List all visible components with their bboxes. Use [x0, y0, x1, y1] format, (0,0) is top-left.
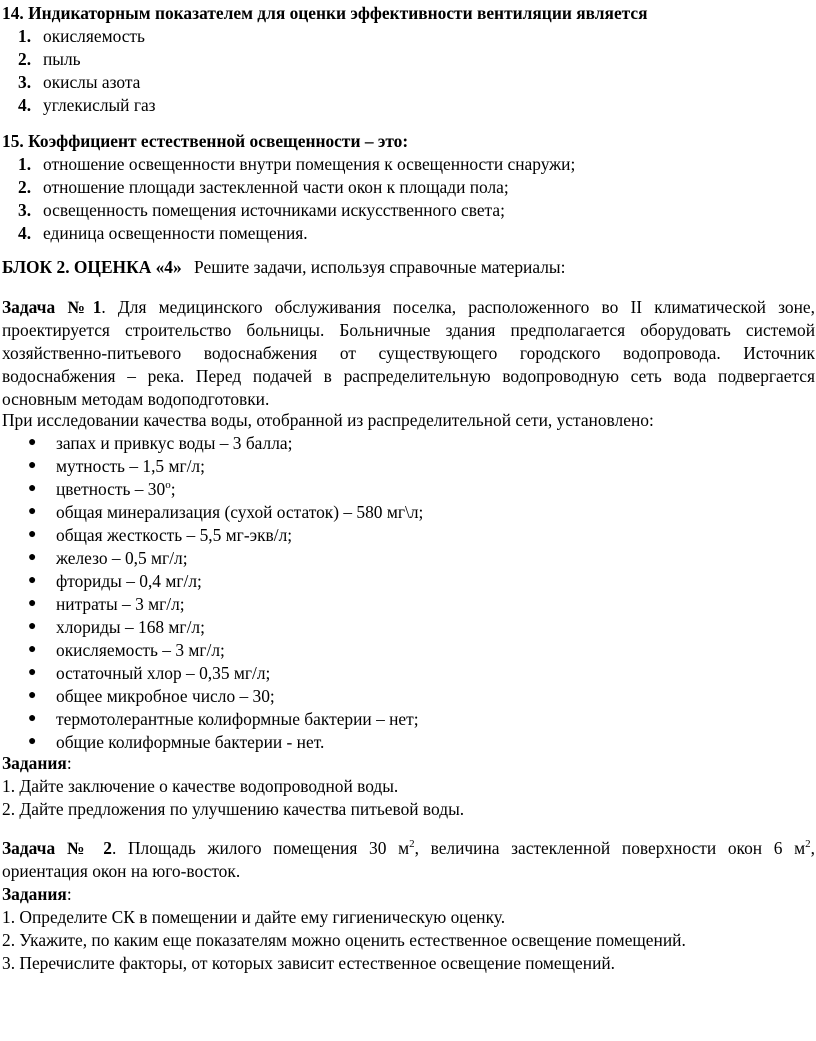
list-item: общая жесткость – 5,5 мг-экв/л;	[56, 525, 293, 545]
bullet-icon: ●	[28, 435, 37, 450]
bullet-icon: ●	[28, 711, 37, 726]
q15-number: 15.	[2, 131, 24, 151]
q14-option-text: углекислый газ	[43, 95, 156, 115]
task1-label: Задача №1	[2, 297, 102, 317]
q14-option-number: 3.	[18, 72, 32, 92]
bullet-icon: ●	[28, 688, 37, 703]
bullet-icon: ●	[28, 550, 37, 565]
task2-tasks-label: Задания	[2, 884, 67, 904]
bullet-icon: ●	[28, 665, 37, 680]
bullet-icon: ●	[28, 619, 37, 634]
q15-option-number: 3.	[18, 200, 32, 220]
list-item: общая минерализация (сухой остаток) – 580 мг\л;	[56, 502, 424, 522]
q15-option-text: единица освещенности помещения.	[43, 223, 308, 243]
bullet-icon: ●	[28, 458, 37, 473]
list-item: общее микробное число – 30;	[56, 686, 275, 706]
bullet-icon: ●	[28, 527, 37, 542]
task1-task-item: 2. Дайте предложения по улучшению качества питьевой воды.	[2, 799, 465, 819]
list-item: железо – 0,5 мг/л;	[56, 548, 188, 568]
block-instruction: Решите задачи, используя справочные материалы:	[194, 257, 566, 277]
task1-paragraph-line: проектируется строительство больницы. Больничные здания предполагается оборудовать системой	[2, 320, 815, 340]
list-item: запах и привкус воды – 3 балла;	[56, 433, 293, 453]
degree-superscript: о	[165, 479, 171, 492]
task1-text: . Для медицинского обслуживания поселка, расположенного во II климатической зоне,	[101, 297, 815, 317]
task2-line: ориентация окон на юго-восток.	[2, 861, 241, 881]
task1-paragraph-line: основным методам водоподготовки.	[2, 389, 270, 409]
bullet-icon: ●	[28, 481, 37, 496]
task1-tasks-heading: Задания:	[2, 753, 72, 773]
task2-task-item: 1. Определите СК в помещении и дайте ему гигиеническую оценку.	[2, 907, 506, 927]
list-item: термотолерантные колиформные бактерии – нет;	[56, 709, 419, 729]
task1-intro: При исследовании качества воды, отобранной из распределительной сети, установлено:	[2, 410, 654, 430]
superscript: 2	[409, 838, 415, 851]
q15-option-number: 2.	[18, 177, 32, 197]
list-item: мутность – 1,5 мг/л;	[56, 456, 205, 476]
task2-label: Задача № 2	[2, 838, 112, 858]
task2-text: . Площадь жилого помещения 30 м	[111, 838, 410, 858]
task2-task-item: 3. Перечислите факторы, от которых зависит естественное освещение помещений.	[2, 953, 616, 973]
list-item	[56, 478, 176, 500]
superscript: 2	[805, 838, 811, 851]
task1-tasks-label: Задания	[2, 753, 67, 773]
q15-title	[2, 130, 816, 152]
task2-tasks-heading: Задания:	[2, 884, 72, 904]
task1-paragraph-line: хозяйственно-питьевого водоснабжения от существующего городского водопровода. Источник	[2, 343, 815, 363]
q15-option-number: 4.	[18, 223, 32, 243]
q14-title-text: Индикаторным показателем для оценки эффективности вентиляции является	[28, 3, 648, 23]
task2-task-item: 2. Укажите, по каким еще показателям можно оценить естественное освещение помещений.	[2, 930, 686, 950]
list-item: общие колиформные бактерии - нет.	[56, 732, 325, 752]
q14-option-number: 4.	[18, 95, 32, 115]
q14-option-text: пыль	[43, 49, 81, 69]
list-item: нитраты – 3 мг/л;	[56, 594, 185, 614]
list-item-tail: ;	[170, 479, 176, 499]
list-item: остаточный хлор – 0,35 мг/л;	[56, 663, 271, 683]
q14-number: 14.	[2, 3, 24, 23]
block-heading	[2, 256, 816, 278]
bullet-icon: ●	[28, 734, 37, 749]
q14-option-number: 1.	[18, 26, 32, 46]
list-item: хлориды – 168 мг/л;	[56, 617, 205, 637]
task1-paragraph-line	[2, 296, 815, 318]
list-item: фториды – 0,4 мг/л;	[56, 571, 202, 591]
bullet-icon: ●	[28, 504, 37, 519]
task1-paragraph-line: водоснабжения – река. Перед подачей в распределительную водопроводную сеть вода подвергается	[2, 366, 815, 386]
q14-title	[2, 2, 816, 24]
bullet-icon: ●	[28, 596, 37, 611]
task1-task-item: 1. Дайте заключение о качестве водопроводной воды.	[2, 776, 399, 796]
q15-option-text: отношение площади застекленной части окон к площади пола;	[43, 177, 509, 197]
list-item-text: цветность – 30	[56, 479, 166, 499]
bullet-icon: ●	[28, 573, 37, 588]
bullet-icon: ●	[28, 642, 37, 657]
task2-text: , величина застекленной поверхности окон 6 м	[414, 838, 806, 858]
q15-option-text: освещенность помещения источниками искусственного света;	[43, 200, 505, 220]
list-item: окисляемость – 3 мг/л;	[56, 640, 225, 660]
block-title: БЛОК 2. ОЦЕНКА «4»	[2, 257, 182, 277]
task2-line	[2, 837, 815, 859]
q15-title-text: Коэффициент естественной освещенности – это:	[28, 131, 409, 151]
q15-option-text: отношение освещенности внутри помещения к освещенности снаружи;	[43, 154, 576, 174]
q15-option-number: 1.	[18, 154, 32, 174]
task2-text: ,	[810, 838, 815, 858]
q14-option-number: 2.	[18, 49, 32, 69]
q14-option-text: окисляемость	[43, 26, 145, 46]
q14-option-text: окислы азота	[43, 72, 141, 92]
